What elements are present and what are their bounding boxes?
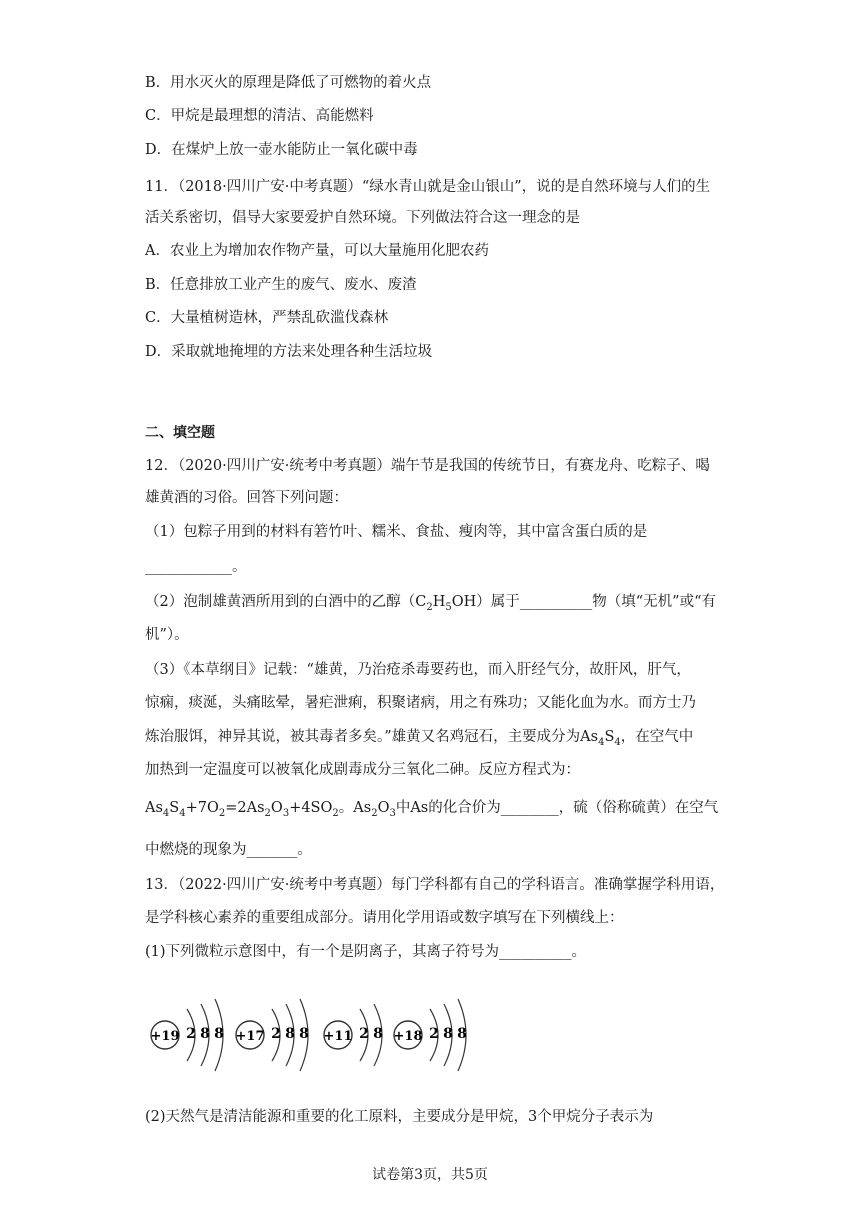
question-12-part-3-l4: 加热到一定温度可以被氧化成剧毒成分三氧化二砷。反应方程式为： xyxy=(145,762,580,778)
question-12-part-3: （3）《本草纲目》记载：“雄黄，乃治疮杀毒要药也，而入肝经气分，故肝风，肝气， xyxy=(145,662,691,678)
question-12-stem-cont: 雄黄酒的习俗。回答下列问题： xyxy=(145,490,348,506)
option-10-c: C．甲烷是最理想的清洁、高能燃料 xyxy=(145,108,374,124)
answer-blank[interactable]: ____________。 xyxy=(145,559,247,575)
question-11-stem-cont: 活关系密切，倡导大家要爱护自然环境。下列做法符合这一理念的是 xyxy=(145,210,580,226)
question-12-part-3-l2: 惊痫，痰涎，头痛眩晕，暑疟泄痢，积聚诸病，用之有殊功；又能化血为水。而方士乃 xyxy=(145,695,696,711)
option-10-d: D．在煤炉上放一壶水能防止一氧化碳中毒 xyxy=(145,142,418,158)
option-11-a: A．农业上为增加农作物产量，可以大量施用化肥农药 xyxy=(145,243,489,259)
question-13-part-2: (2)天然气是清洁能源和重要的化工原料，主要成分是甲烷，3个甲烷分子表示为 xyxy=(145,1109,654,1125)
electron-count: 2 xyxy=(429,1026,439,1042)
atom-diagram xyxy=(236,999,309,1071)
question-13-stem: 13．（2022·四川广安·统考中考真题）每门学科都有自己的学科语言。准确掌握学科用语， xyxy=(145,877,725,893)
question-11-stem: 11．（2018·四川广安·中考真题）“绿水青山就是金山银山”，说的是自然环境与人们的生 xyxy=(145,179,711,195)
question-12-part-2: （2）泡制雄黄酒所用到的白酒中的乙醇$(C_2H_5OH)$属于__________物（填“无机”或“有 xyxy=(145,594,717,613)
nucleus-charge: +17 xyxy=(235,1029,265,1044)
electron-count: 2 xyxy=(271,1026,281,1042)
option-11-c: C．大量植树造林，严禁乱砍滥伐森林 xyxy=(145,310,389,326)
electron-count: 2 xyxy=(359,1026,369,1042)
section-heading: 二、填空题 xyxy=(145,425,215,441)
nucleus-charge: +18 xyxy=(393,1029,423,1044)
atom-diagram xyxy=(151,999,224,1071)
electron-count: 8 xyxy=(443,1026,453,1042)
nucleus-charge: +11 xyxy=(323,1029,353,1044)
electron-count: 8 xyxy=(200,1026,210,1042)
electron-count: 8 xyxy=(373,1026,383,1042)
electron-count: 8 xyxy=(285,1026,295,1042)
question-13-stem-cont: 是学科核心素养的重要组成部分。请用化学用语或数字填写在下列横线上： xyxy=(145,910,624,926)
question-12-stem: 12．（2020·四川广安·统考中考真题）端午节是我国的传统节日，有赛龙舟、吃粽子、喝 xyxy=(145,458,710,474)
question-12-part-3-l3: 炼治服饵，神异其说，被其毒者多矣。”雄黄又名鸡冠石，主要成分为$As_4S_4$，在空气中 xyxy=(145,729,694,748)
electron-count: 8 xyxy=(299,1026,309,1042)
atom-diagram xyxy=(394,999,467,1071)
question-12-part-3-l6: 中燃烧的现象为_______。 xyxy=(145,842,312,858)
option-11-d: D．采取就地掩埋的方法来处理各种生活垃圾 xyxy=(145,344,433,360)
question-12-part-1: （1）包粽子用到的材料有箬竹叶、糯米、食盐、瘦肉等，其中富含蛋白质的是 xyxy=(145,524,648,540)
nucleus-charge: +19 xyxy=(150,1029,180,1044)
atom-diagram xyxy=(324,1004,383,1066)
electron-count: 8 xyxy=(457,1026,467,1042)
chemical-equation: $As_4S_4+7O_2=2As_2O_3+4SO_2$。$As_2O_3$中As的化合价为________，硫（俗称硫黄）在空气 xyxy=(145,800,719,819)
page-footer: 试卷第3页，共5页 xyxy=(372,1167,488,1183)
question-12-part-2-cont: 机”）。 xyxy=(145,627,189,643)
option-10-b: B．用水灭火的原理是降低了可燃物的着火点 xyxy=(145,75,432,91)
atomic-structure-diagrams xyxy=(140,980,480,1090)
electron-count: 2 xyxy=(186,1026,196,1042)
question-13-part-1: (1)下列微粒示意图中，有一个是阴离子，其离子符号为__________。 xyxy=(145,944,587,960)
electron-count: 8 xyxy=(214,1026,224,1042)
option-11-b: B．任意排放工业产生的废气、废水、废渣 xyxy=(145,277,417,293)
